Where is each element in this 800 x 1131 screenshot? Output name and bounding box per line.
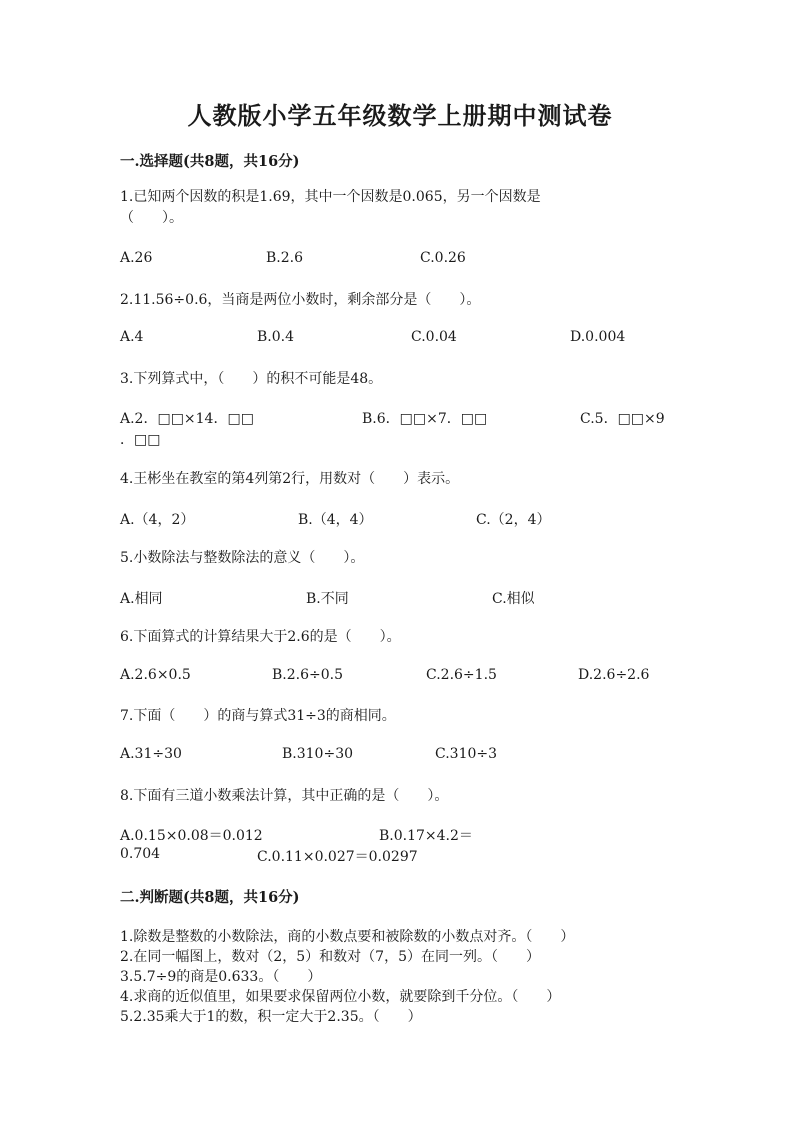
option-a: A.2.6×0.5 <box>120 667 191 683</box>
judgement-item: 5.2.35乘大于1的数，积一定大于2.35。（ ） <box>120 1009 422 1025</box>
option-c: C.（2，4） <box>476 512 551 528</box>
option-c: C.5．□□×9 <box>580 411 665 427</box>
option-a: A.26 <box>120 250 153 266</box>
option-a: A.4 <box>120 329 144 345</box>
option-a: A.0.15×0.08＝0.012 <box>120 828 263 844</box>
option-b: B.（4，4） <box>298 512 373 528</box>
question-stem: 5.小数除法与整数除法的意义（ ）。 <box>120 550 365 566</box>
question-stem: 8.下面有三道小数乘法计算，其中正确的是（ ）。 <box>120 788 449 804</box>
option-c: C.0.11×0.027＝0.0297 <box>257 849 418 865</box>
judgement-item: 4.求商的近似值里，如果要求保留两位小数，就要除到千分位。（ ） <box>120 989 561 1005</box>
option-a: A.31÷30 <box>120 746 182 762</box>
option-c: C.310÷3 <box>435 746 498 762</box>
question-stem-cont: （ ）。 <box>120 210 183 226</box>
option-a: A.2．□□×14．□□ <box>120 411 254 427</box>
option-c-cont: ．□□ <box>120 432 161 448</box>
question-stem: 6.下面算式的计算结果大于2.6的是（ ）。 <box>120 629 401 645</box>
option-c: C.相似 <box>492 591 535 607</box>
option-c: C.0.26 <box>420 250 466 266</box>
option-d: D.0.004 <box>570 329 626 345</box>
page-title: 人教版小学五年级数学上册期中测试卷 <box>187 101 613 130</box>
question-stem: 1.已知两个因数的积是1.69，其中一个因数是0.065，另一个因数是 <box>120 189 541 205</box>
question-stem: 2.11.56÷0.6，当商是两位小数时，剩余部分是（ ）。 <box>120 292 481 308</box>
option-b: B.2.6÷0.5 <box>272 667 343 683</box>
option-a: A.（4，2） <box>120 512 195 528</box>
option-b: B.2.6 <box>266 250 304 266</box>
option-c: C.0.04 <box>411 329 457 345</box>
option-a: A.相同 <box>120 591 163 607</box>
option-b: B.不同 <box>306 591 349 607</box>
option-b-cont: 0.704 <box>120 846 161 862</box>
question-stem: 7.下面（ ）的商与算式31÷3的商相同。 <box>120 708 396 724</box>
option-d: D.2.6÷2.6 <box>578 667 650 683</box>
section-heading-judgement: 二.判断题(共8题，共16分) <box>120 889 300 906</box>
option-c: C.2.6÷1.5 <box>426 667 497 683</box>
judgement-item: 2.在同一幅图上，数对（2，5）和数对（7，5）在同一列。（ ） <box>120 949 540 965</box>
question-stem: 3.下列算式中，（ ）的积不可能是48。 <box>120 371 383 387</box>
section-heading-choice: 一.选择题(共8题，共16分) <box>120 153 300 170</box>
option-b: B.310÷30 <box>282 746 354 762</box>
option-b: B.6．□□×7．□□ <box>362 411 488 427</box>
judgement-item: 3.5.7÷9的商是0.633。（ ） <box>120 969 322 985</box>
judgement-item: 1.除数是整数的小数除法，商的小数点要和被除数的小数点对齐。（ ） <box>120 929 575 945</box>
option-b: B.0.4 <box>257 329 295 345</box>
option-b: B.0.17×4.2＝ <box>379 828 473 844</box>
question-stem: 4.王彬坐在教室的第4列第2行，用数对（ ）表示。 <box>120 471 460 487</box>
